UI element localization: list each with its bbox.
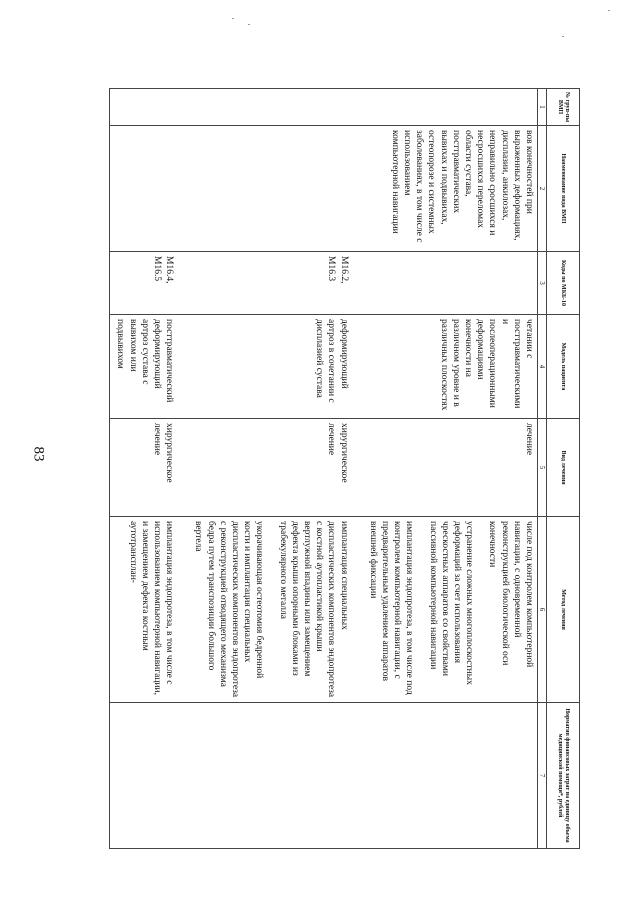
patient-model-cell: деформирующий артроз в сочетании с дисплазией сустава: [177, 315, 351, 419]
treatment-method-cell: [110, 517, 178, 703]
treatment-method-cell: [352, 517, 538, 703]
treatment-method-item: устранение сложных многоплоскостных деформаций за счет использования чрескостных аппаратов со свойствами пассивной компьютерной навигации: [427, 521, 475, 685]
column-number-row: [538, 89, 547, 849]
vmp-name-cell: [110, 126, 178, 252]
cost-cell: [110, 703, 178, 849]
column-number: 2: [538, 126, 547, 252]
icd-codes-cell: M16.4, M16.5: [110, 252, 178, 315]
icd-codes-cell: M16.2, M16.3: [177, 252, 351, 315]
header-patient-model: Модель пациента: [547, 315, 580, 419]
icd-codes-cell: [352, 252, 538, 315]
column-number: 4: [538, 315, 547, 419]
table-row: [352, 89, 538, 849]
cost-cell: [177, 703, 351, 849]
group-cell: [110, 89, 178, 126]
header-treatment-type: Вид лечения: [547, 419, 580, 517]
group-cell: [177, 89, 351, 126]
treatment-method-cell: [177, 517, 351, 703]
column-number: 7: [538, 703, 547, 849]
scan-speck: [608, 10, 610, 11]
treatment-method-item: имплантация специальных диспластических компонентов эндопротеза с костной аутопластикой крыши вертлужной впадины или замещением дефекта крыши опорными блоками из трабекулярного металла: [277, 521, 349, 698]
treatment-method-item: укорачивающая остеотомия бедренной кости и имплантация специальных диспластических компонентов эндопротеза с реконструкцией отводящего механизма бедра путем транспозиции большого вертела: [193, 521, 265, 698]
vmp-table: [109, 88, 580, 849]
header-cost-standard: Норматив финансовых затрат на единицу объема медицинской помощи*, рублей: [547, 703, 580, 849]
table-row: [177, 89, 351, 849]
table-header-row: [547, 89, 580, 849]
column-number: 1: [538, 89, 547, 126]
table-row: [110, 89, 178, 849]
scan-speck: [562, 36, 564, 37]
column-number: 6: [538, 517, 547, 703]
header-vmp-name: Наименование вида ВМП: [547, 126, 580, 252]
group-cell: [352, 89, 538, 126]
treatment-method-item: числе под контролем компьютерной навигации, с одновременной реконструкцией биологической оси конечности: [487, 521, 534, 668]
column-number: 3: [538, 252, 547, 315]
column-number: 5: [538, 419, 547, 517]
scan-speck: [248, 24, 250, 25]
treatment-type-cell: лечение: [352, 419, 538, 517]
scan-speck: [232, 18, 234, 19]
header-icd-codes: Коды по МКБ-10: [547, 252, 580, 315]
treatment-type-cell: хирургическое лечение: [110, 419, 178, 517]
header-treatment-method: Метод лечения: [547, 517, 580, 703]
treatment-method-item: имплантация эндопротеза, в том числе с использованием компьютерной навигации, и замещением дефекта костным аутотрансплан-: [127, 521, 175, 696]
patient-model-cell: посттравматический деформирующий артроз сустава с вывихом или подвывихом: [110, 315, 178, 419]
patient-model-cell: четании с посттравматическими и послеоперационными деформациями конечности на различном уровне и в различных плоскостях: [352, 315, 538, 419]
vmp-name-cell: вов конечностей при выраженных деформациях, дисплазии, анкилозах, неправильно сросшихся и несросшихся переломах области сустава, посттравматических вывихах и подвывихах, остеопорозе и системных заболеваниях, в том числе с использованием компьютерной навигации: [352, 126, 538, 252]
vmp-name-cell: [177, 126, 351, 252]
cost-cell: [352, 703, 538, 849]
header-group-number: № груп-пы ВМП: [547, 89, 580, 126]
treatment-method-item: имплантация эндопротеза, в том числе под контролем компьютерной навигации, с предварительным удалением аппаратов внешней фиксации: [367, 521, 415, 695]
treatment-type-cell: хирургическое лечение: [177, 419, 351, 517]
page-number: 83: [30, 446, 47, 462]
